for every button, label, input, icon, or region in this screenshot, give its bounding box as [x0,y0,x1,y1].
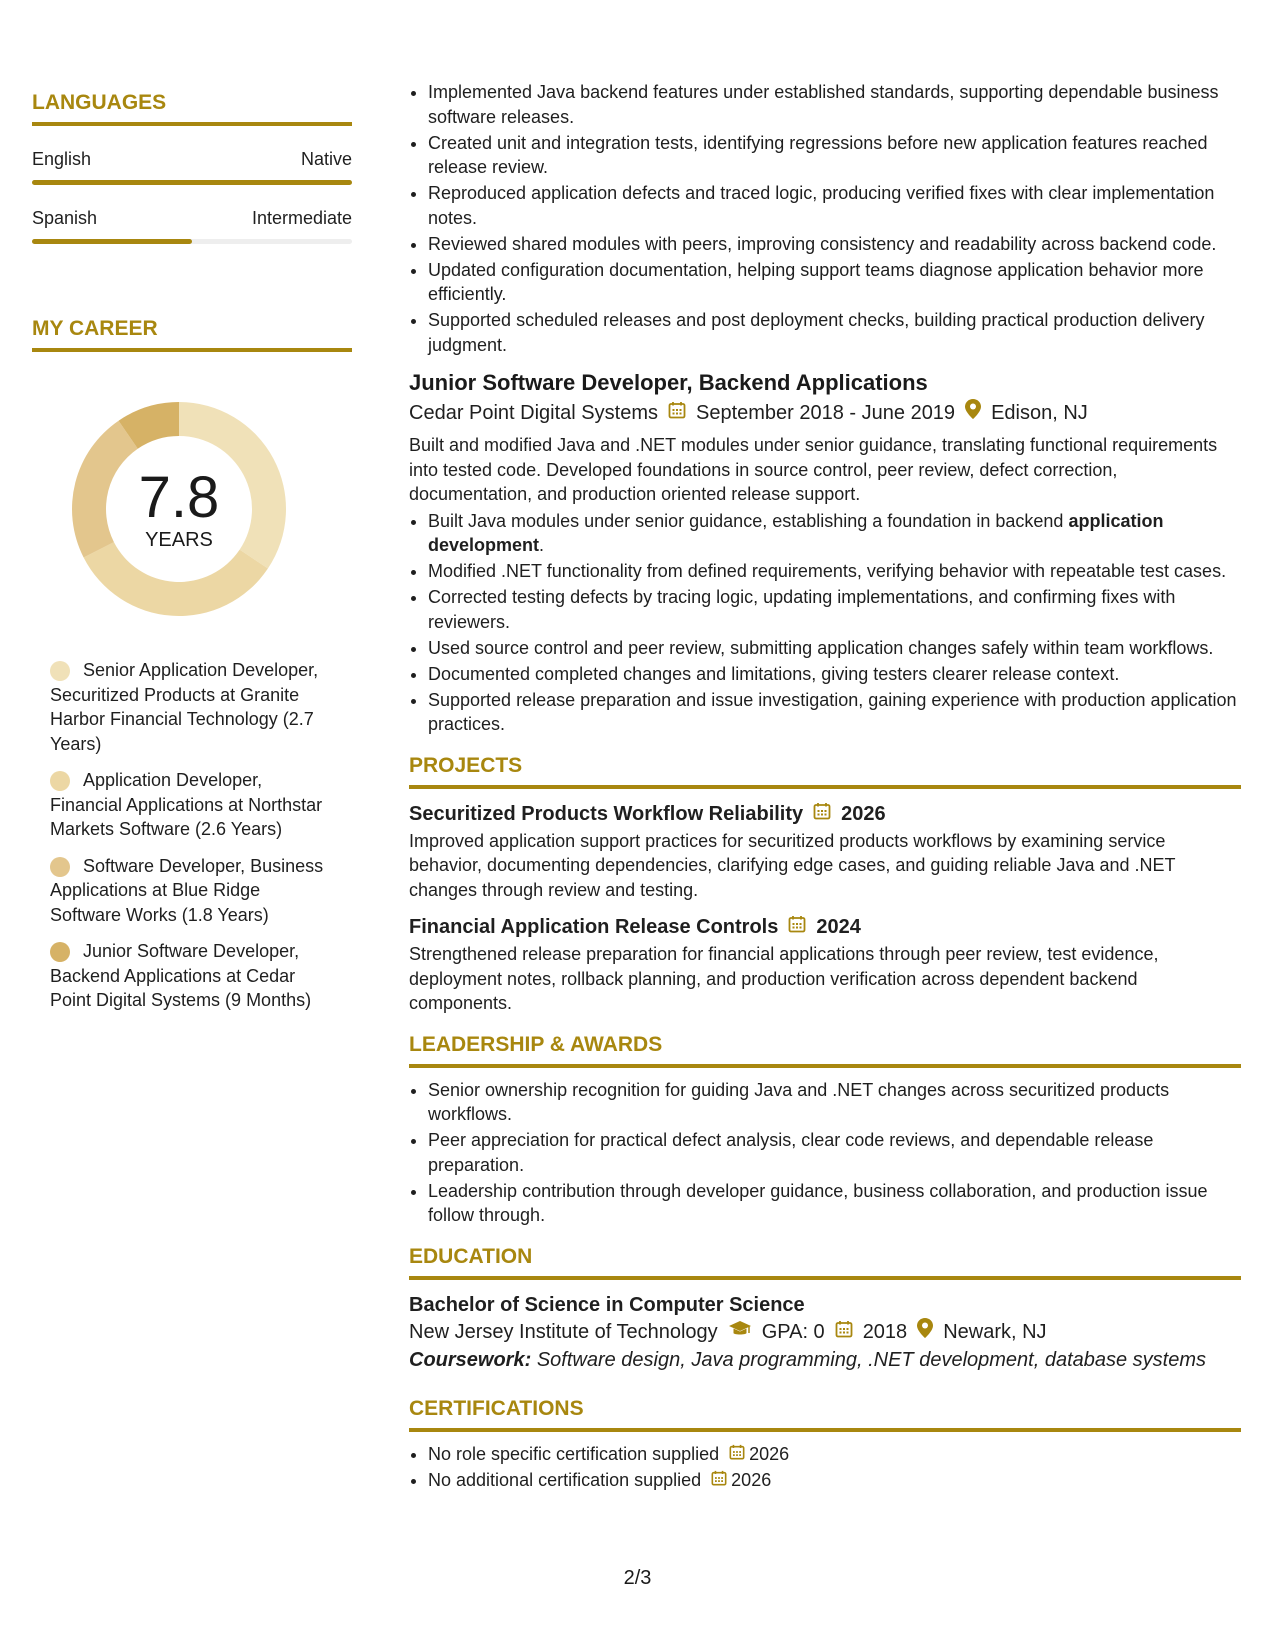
projects-section [409,753,1241,1016]
languages-heading: LANGUAGES [32,90,352,126]
certifications-heading: CERTIFICATIONS [409,1396,1241,1432]
career-legend-item: Software Developer, Business Applications at Blue Ridge Software Works (1.8 Years) [50,855,324,925]
language-proficiency-bar [32,239,352,244]
education-section [409,1244,1241,1374]
right-column [409,80,1241,1494]
career-legend-item: Senior Application Developer, Securitized Products at Granite Harbor Financial Technology (2.7 Years) [50,660,319,754]
bullet-item: • Reproduced application defects and traced logic, producing verified fixes with clear implementation notes. [428,181,1241,230]
career-total-years: 7.8 [138,465,220,530]
page-number: 2/3 [623,1567,652,1589]
calendar-icon [711,1468,727,1493]
career-heading: MY CAREER [32,316,352,352]
calendar-icon [788,914,806,940]
project-description: Strengthened release preparation for financial applications through peer review, test evidence, deployment notes, rollback planning, and production verification across dependent backend components. [409,944,1159,1013]
project-name: Securitized Products Workflow Reliability [409,802,804,825]
location-pin-icon [917,1318,933,1346]
bullet-item: • Peer appreciation for practical defect analysis, clear code reviews, and dependable release preparation. [428,1128,1241,1177]
bullet-item: • Senior ownership recognition for guiding Java and .NET changes across securitized products workflows. [428,1078,1241,1127]
career-legend-item: Application Developer, Financial Applications at Northstar Markets Software (2.6 Years) [50,770,323,839]
calendar-icon [729,1442,745,1467]
career-legend-item: Junior Software Developer, Backend Applications at Cedar Point Digital Systems (9 Months) [50,941,312,1010]
calendar-icon [835,1318,853,1346]
calendar-icon [813,801,831,827]
job-bullets [409,509,1241,737]
career-donut-chart [66,396,292,622]
certifications-section [409,1396,1241,1493]
language-proficiency-fill [32,180,352,185]
career-years-label: YEARS [145,529,213,551]
certification-list [409,1442,1241,1493]
project-year: 2026 [841,802,886,825]
language-proficiency-fill [32,239,192,244]
company-name: Cedar Point Digital Systems [409,402,658,424]
projects-heading: PROJECTS [409,753,1241,789]
gpa: GPA: 0 [761,1320,825,1343]
legend-dot-icon [50,661,70,681]
certification-name: • No role specific certification supplied [428,1443,720,1464]
previous-job-bullets [409,80,1241,357]
bullet-item: • Corrected testing defects by tracing logic, updating implementations, and confirming fixes with reviewers. [428,585,1241,634]
legend-dot-icon [50,857,70,877]
bullet-item: • Implemented Java backend features under established standards, supporting dependable business software releases. [428,80,1241,129]
job-location: Edison, NJ [991,402,1088,424]
career-legend [50,658,352,1013]
left-column [32,90,352,1025]
certification-year: 2026 [749,1443,790,1464]
calendar-icon [668,399,686,427]
bullet-item: • Used source control and peer review, submitting application changes safely within team workflows. [428,636,1241,661]
bullet-item: • Created unit and integration tests, identifying regressions before new application features reached release review. [428,131,1241,180]
bullet-item: • Built Java modules under senior guidance, establishing a foundation in backend application development. [428,509,1241,558]
leadership-heading: LEADERSHIP & AWARDS [409,1032,1241,1068]
location-pin-icon [965,399,981,427]
coursework-label: Coursework: [409,1348,532,1371]
bold-keyword: application development [428,510,1164,555]
education-heading: EDUCATION [409,1244,1241,1280]
bullet-item: • Documented completed changes and limitations, giving testers clearer release context. [428,662,1241,687]
job-meta [409,399,1241,427]
certification-item [428,1468,1241,1493]
coursework-list: Software design, Java programming, .NET development, database systems [536,1348,1207,1371]
graduation-year: 2018 [862,1320,908,1343]
language-level: Native [300,149,352,169]
degree-title: Bachelor of Science in Computer Science [409,1293,805,1316]
language-level: Intermediate [251,208,352,228]
leadership-section [409,1032,1241,1228]
certification-name: • No additional certification supplied [428,1469,702,1490]
graduation-cap-icon [728,1318,752,1346]
project-name: Financial Application Release Controls [409,916,779,938]
certification-item [428,1442,1241,1467]
school-location: Newark, NJ [943,1320,1047,1343]
bullet-item: • Leadership contribution through developer guidance, business collaboration, and production issue follow through. [428,1179,1241,1228]
project-year: 2024 [816,916,861,938]
language-name: Spanish [32,208,98,228]
language-item [32,207,352,244]
bullet-item: • Updated configuration documentation, helping support teams diagnose application behavior more efficiently. [428,258,1241,307]
school-name: New Jersey Institute of Technology [409,1320,718,1343]
bullet-item: • Supported release preparation and issue investigation, gaining experience with production application practices. [428,688,1241,737]
bullet-item: • Reviewed shared modules with peers, improving consistency and readability across backend code. [428,232,1241,257]
language-name: English [32,149,92,169]
job-summary: Built and modified Java and .NET modules under senior guidance, translating functional requirements into tested code. Developed foundations in source control, peer review, defect correction, documentation, and production oriented release support. [409,435,1218,504]
education-meta [409,1318,1241,1346]
project-title-row [409,801,1241,827]
bullet-item: • Modified .NET functionality from defined requirements, verifying behavior with repeatable test cases. [428,559,1241,584]
job-title: Junior Software Developer, Backend Applications [409,370,928,395]
project-description: Improved application support practices for securitized products workflows by examining service behavior, documenting dependencies, clarifying edge cases, and guiding reliable Java and .NET changes through review and testing. [409,830,1176,900]
leadership-bullets [409,1078,1241,1228]
legend-dot-icon [50,942,70,962]
certification-year: 2026 [731,1469,772,1490]
bullet-item: • Supported scheduled releases and post deployment checks, building practical production delivery judgment. [428,308,1241,357]
coursework [409,1346,1241,1374]
job-dates: September 2018 - June 2019 [695,402,956,424]
language-item [32,148,352,185]
project-title-row [409,914,1241,940]
language-proficiency-bar [32,180,352,185]
legend-dot-icon [50,771,70,791]
